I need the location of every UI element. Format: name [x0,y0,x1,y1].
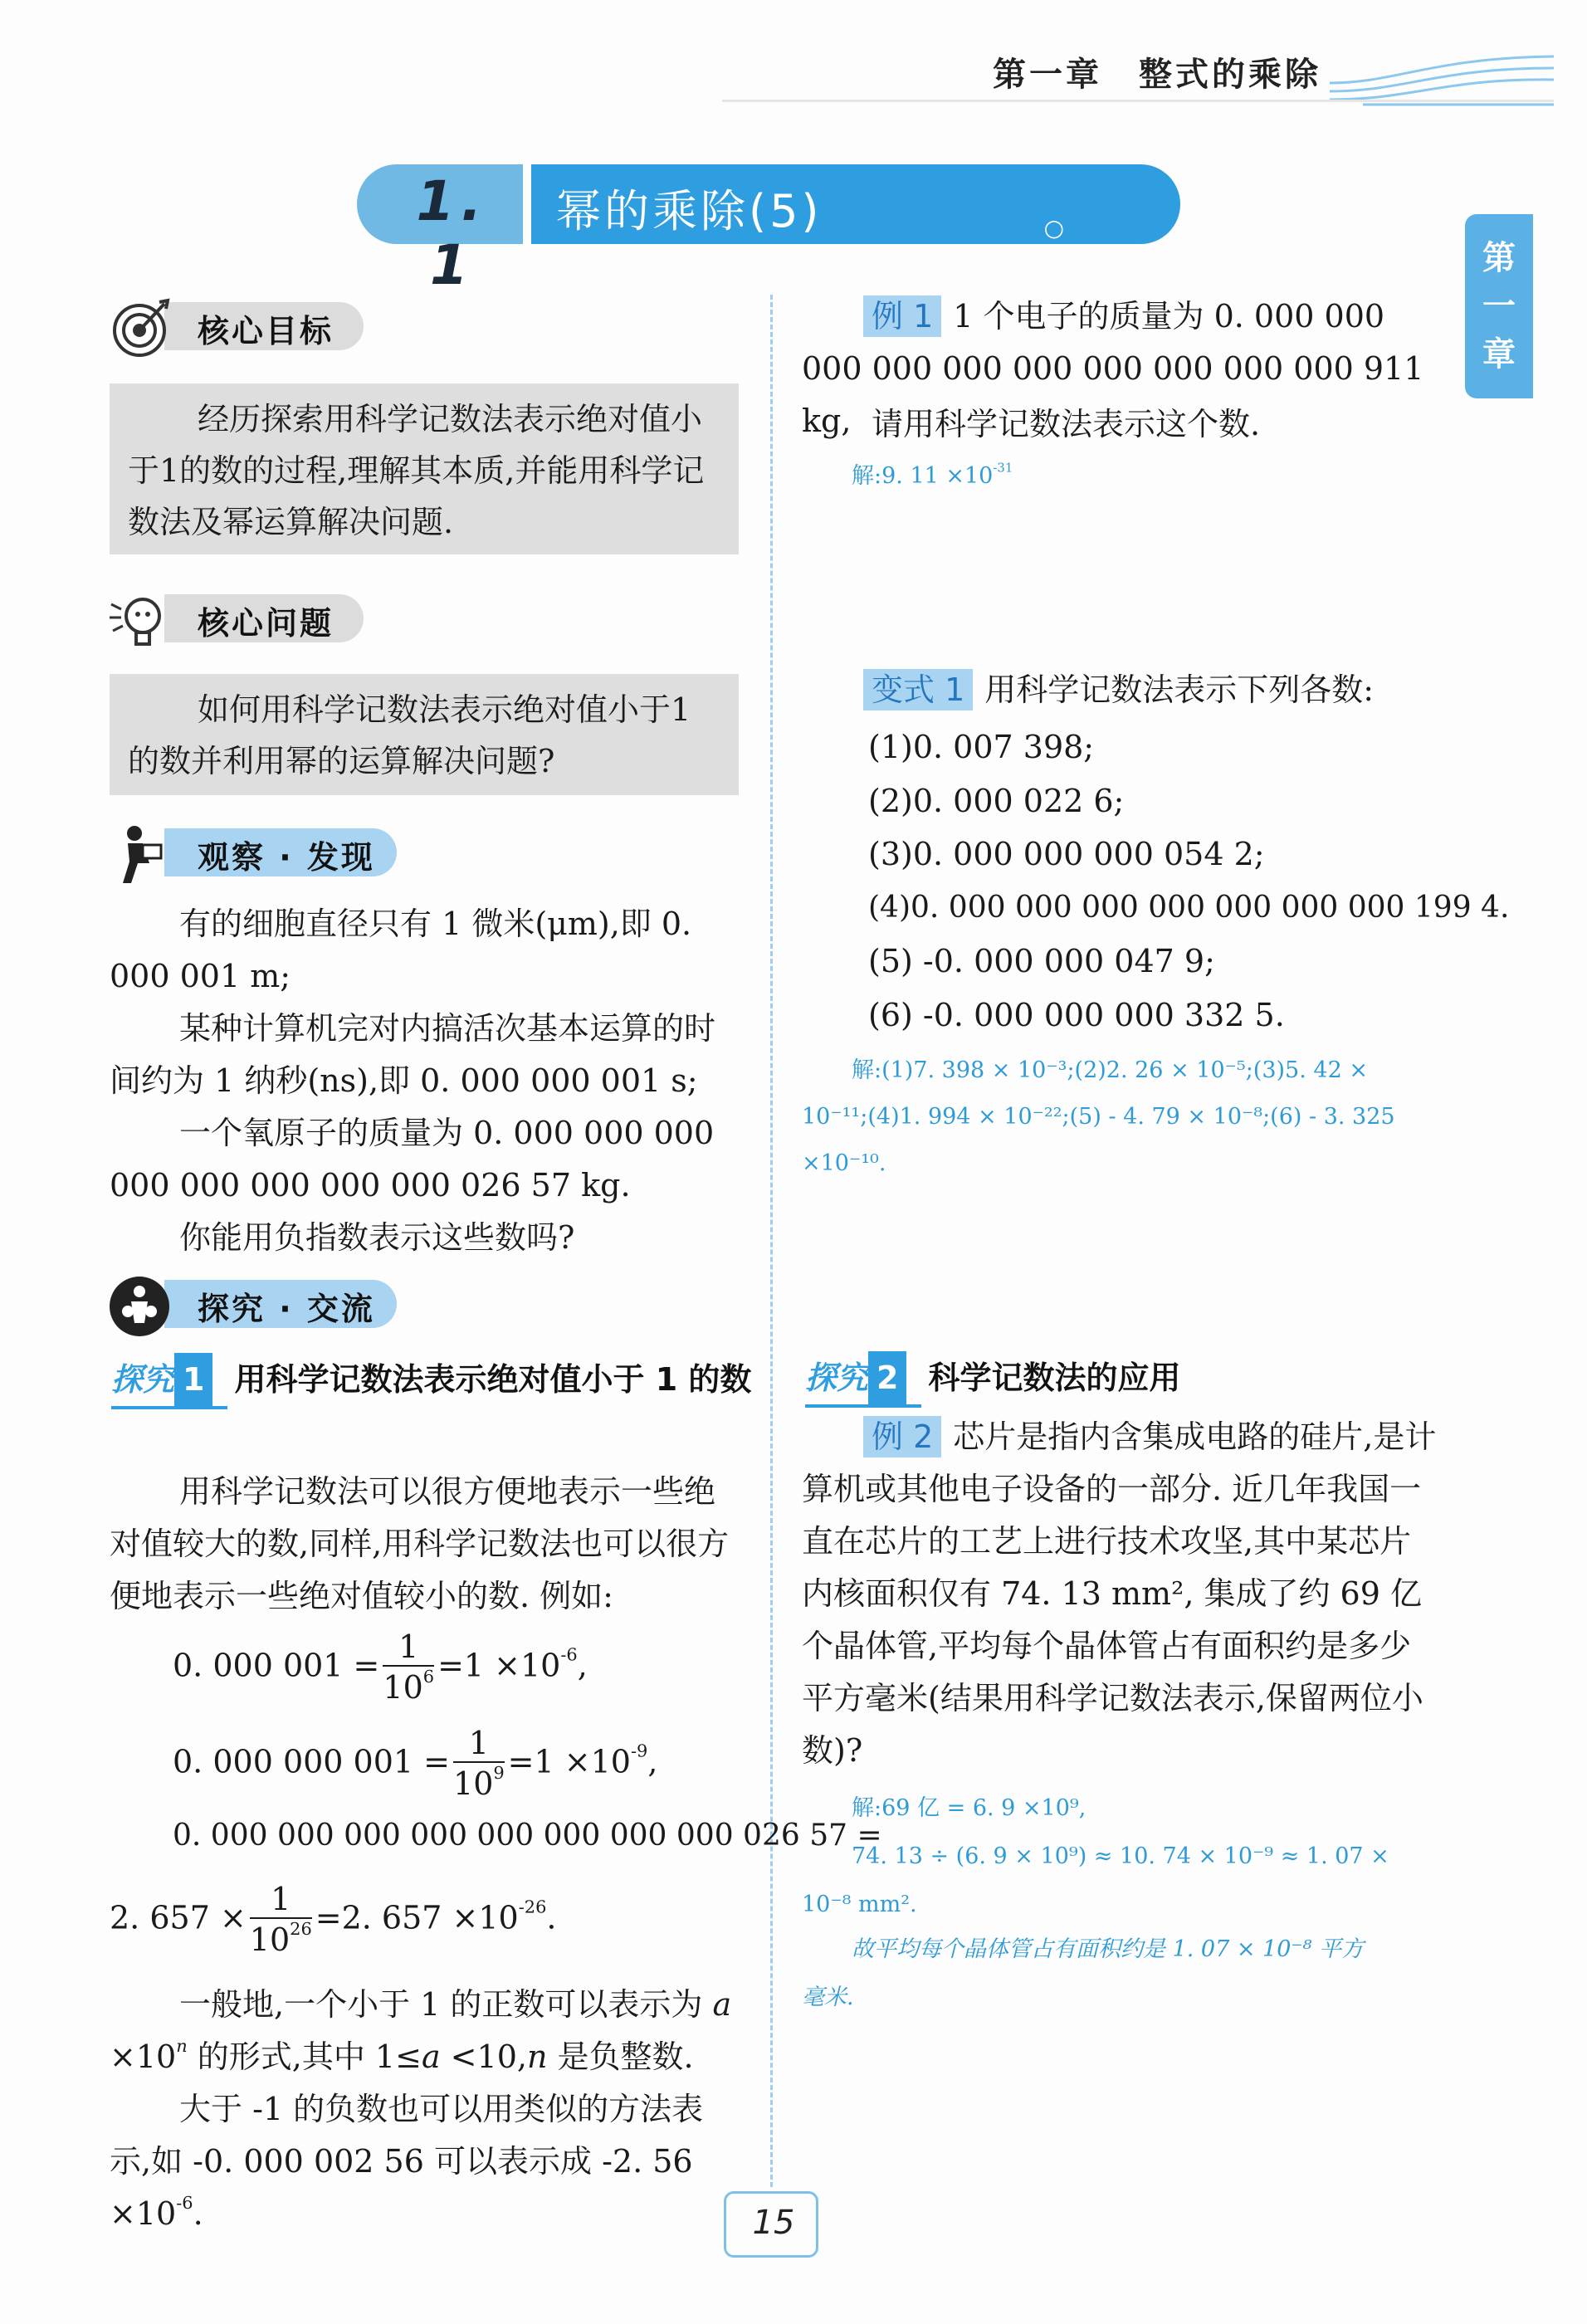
chapter-title: 第一章 整式的乘除 [993,56,1321,94]
banner-dot: ○ [1043,214,1064,242]
core-goal-box [110,383,739,554]
variant-1-item: (5) -0. 000 000 047 9; [868,943,1215,979]
variant-1-prompt: 用科学记数法表示下列各数: [984,671,1375,708]
explore-1-heading: 探究 1 用科学记数法表示绝对值小于 1 的数 [111,1353,751,1409]
observe-p4: 你能用负指数表示这些数吗? [179,1219,575,1256]
example-1-answer: 解:9. $11 \times 10^{-31}$ [852,460,1013,489]
core-question-heading: 核心问题 [106,588,372,646]
side-tab-text: 第 一 章 [1482,239,1516,374]
tanjiu-badge: 探究 1 [111,1353,227,1409]
core-question-box [110,674,739,795]
example-2-text: 芯片是指内含集成电路的硅片,是计算机或其他电子设备的一部分. 近几年我国一直在芯片的工艺上进行技术攻坚,其中某芯片内核面积仅有 74. 13 mm², 集成了约 69 亿个晶体管,平均每个晶体管占有面积约是多少平方毫米(结果用科学记数法表示,保留两位小数)? [802,1418,1437,1769]
header-rule [722,100,1554,102]
variant-1-item: (2)0. 000 022 6; [868,782,1125,819]
example-2-answer: 解:69 亿 = 6. 9 ×10⁹, 74. 13 ÷ (6. 9 × 10⁹) ≈ 10. 74 × 10⁻⁹ ≈ 1. 07 × 10⁻⁸ mm². [802,1795,1389,1917]
explore-2-heading: 探究 2 科学记数法的应用 [805,1351,1180,1408]
section-title: 幂的乘除(5) [556,185,823,237]
page-number: 15 [752,2204,795,2242]
core-goal-text: 经历探索用科学记数法表示绝对值小于1的数的过程,理解其本质,并能用科学记数法及幂运算解决问题. [128,401,705,540]
example-1-label: 例 1 [863,295,941,337]
example-1-text: 1 个电子的质量为 0. 000 000 000 000 000 000 000 000 000 000 911 kg, [802,298,1424,439]
variant-1-answer: 解:(1)7. 398 × 10⁻³;(2)2. 26 × 10⁻⁵;(3)5. 42 × 10⁻¹¹;(4)1. 994 × 10⁻²²;(5) - 4. 79 × 10⁻⁸;(6) - 3. 325 ×10⁻¹⁰. [802,1057,1395,1176]
variant-1-label: 变式 1 [863,669,973,710]
section-banner [357,164,1180,297]
core-goal-heading: 核心目标 [106,295,372,354]
tanjiu-badge: 探究 2 [805,1351,921,1408]
variant-1-item: (3)0. 000 000 000 054 2; [868,836,1265,872]
reading-person-icon [106,822,173,888]
variant-1-item: (4)0. 000 000 000 000 000 000 000 199 4. [868,890,1510,925]
variant-1 [863,664,1461,716]
observe-p2: 某种计算机完对内搞活次基本运算的时间约为 1 纳秒(ns),即 0. 000 000 001 s; [110,1010,716,1099]
group-discussion-icon [106,1273,173,1340]
example-1-question: 请用科学记数法表示这个数. [872,406,1261,442]
variant-1-item: (1)0. 007 398; [868,729,1095,765]
equation-1: 0. 000 001 = $\frac{1}{10^6}$ $=1 \times 10^{-6}$, [173,1628,588,1706]
section-number: 1. 1 [416,169,489,297]
example-2-conclusion: 故平均每个晶体管占有面积约是 1. 07 × 10⁻⁸ 平方 毫米. [802,1936,1365,2010]
explore-1-p3: 大于 -1 的负数也可以用类似的方法表示,如 -0. 000 002 56 可以表示成 -2. $56 \times 10^{-6}$. [110,2091,704,2232]
observe-p3: 一个氧原子的质量为 0. 000 000 000 000 000 000 000 000 026 57 kg. [110,1115,715,1204]
equation-3: 2. 657 × $\frac{1}{10^{26}}$ =2. $657 \times 10^{-26}$. [110,1881,557,1958]
equation-3-top: 0. 000 000 000 000 000 000 000 000 026 57 = [173,1819,882,1853]
lightbulb-icon [106,588,173,654]
observe-heading: 观察 · 发现 [106,822,405,880]
column-divider [770,295,773,2187]
variant-1-item: (6) -0. 000 000 000 332 5. [868,996,1285,1033]
chapter-side-tab [1465,214,1533,398]
explore-1-p1: 用科学记数法可以很方便地表示一些绝对值较大的数,同样,用科学记数法也可以很方便地表示一些绝对值较小的数. 例如: [110,1473,730,1614]
equation-2: 0. 000 000 001 = $\frac{1}{10^9}$ $=1 \times 10^{-9}$, [173,1725,658,1802]
chapter-header [840,42,1587,108]
example-2 [802,1411,1441,1777]
core-question-text: 如何用科学记数法表示绝对值小于1的数并利用幂的运算解决问题? [128,691,691,779]
example-2-label: 例 2 [863,1416,941,1457]
page-number-box [724,2191,818,2258]
explore-1-p2: 一般地,一个小于 1 的正数可以表示为 $a \times 10^n$ 的形式,其中 1≤a <10,n 是负整数. [110,1986,732,2075]
explore-heading: 探究 · 交流 [106,1273,405,1331]
observe-p1: 有的细胞直径只有 1 微米(μm),即 0. 000 001 m; [110,906,692,994]
target-icon [106,295,173,362]
variant-1-items [868,720,1510,1042]
